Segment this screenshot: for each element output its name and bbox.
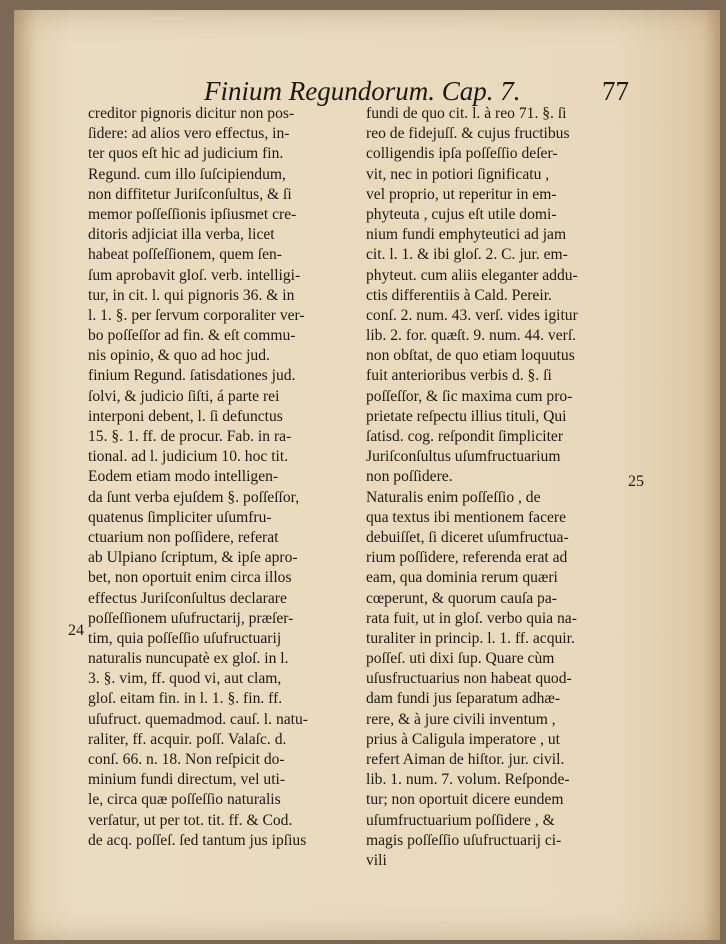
text-line: tional. ad l. judicium 10. hoc tit.: [88, 448, 289, 466]
text-line: non obſtat, de quo etiam loquutus: [366, 347, 575, 365]
text-line: rata fuit, ut in gloſ. verbo quia na-: [366, 609, 577, 627]
text-line: dam fundi jus ſeparatum adhæ-: [366, 690, 561, 708]
text-line: ctis differentiis à Cald. Pereir.: [366, 286, 552, 304]
text-line: rium poſſidere, referenda erat ad: [366, 549, 568, 567]
text-line: ſidere: ad alios vero effectus, in-: [88, 125, 290, 143]
text-line: phyteuta , cujus eſt utile domi-: [366, 205, 557, 223]
text-line: phyteut. cum aliis eleganter addu-: [366, 266, 578, 284]
text-line: fuit anterioribus verbis d. §. ſi: [366, 367, 552, 385]
text-line: uſusfructuarius non habeat quod-: [366, 670, 572, 688]
text-line: nis opinio, & quo ad hoc jud.: [88, 347, 270, 365]
text-line: lib. 2. for. quæſt. 9. num. 44. verſ.: [366, 327, 577, 345]
page-number: 77: [602, 76, 629, 106]
text-line: turaliter in princip. l. 1. ff. acquir.: [366, 629, 575, 647]
text-line: Juriſconſultus uſumfructuarium: [366, 448, 561, 466]
left-column: [88, 104, 352, 851]
text-line: naturalis nuncupatè ex gloſ. in l.: [88, 650, 289, 668]
right-column: [366, 104, 624, 871]
text-line: non diffitetur Juriſconſultus, & ſi: [88, 185, 292, 203]
text-line: refert Aiman de hiſtor. jur. civil.: [366, 751, 565, 768]
text-line: rere, & à jure civili inventum ,: [366, 710, 556, 728]
text-line: gloſ. eitam fin. in l. 1. §. fin. ff.: [88, 690, 283, 708]
text-line: cœperunt, & quorum cauſa pa-: [366, 589, 557, 607]
text-line: bet, non oportuit enim circa illos: [88, 569, 292, 587]
text-line: uſufruct. quemadmod. cauſ. l. natu-: [88, 710, 308, 728]
text-line: non poſſidere.: [366, 468, 453, 486]
text-line: vit, nec in potiori ſignificatu ,: [366, 165, 550, 183]
text-line: Naturalis enim poſſeſſio , de: [366, 488, 541, 506]
text-line: lib. 1. num. 7. volum. Reſponde-: [366, 771, 570, 789]
margin-number-right: 25: [628, 473, 644, 490]
text-line: ſatisd. cog. reſpondit ſimpliciter: [366, 428, 564, 445]
running-title: Finium Regundorum. Cap. 7.: [204, 76, 521, 106]
text-line: poſſeſſionem uſufructarij, præſer-: [88, 609, 294, 627]
text-line: da ſunt verba ejuſdem §. poſſeſſor,: [88, 488, 300, 506]
text-line: 3. §. vim, ff. quod vi, aut clam,: [88, 670, 282, 688]
text-line: Regund. cum illo ſuſcipiendum,: [88, 165, 286, 183]
text-line: vili: [366, 851, 387, 869]
text-line: reo de fidejuſſ. & cujus fructibus: [366, 125, 570, 143]
text-line: debuiſſet, ſi diceret uſumfructua-: [366, 528, 569, 546]
text-line: minium fundi directum, vel uti-: [88, 771, 286, 789]
text-line: ter quos eſt hic ad judicium fin.: [88, 145, 284, 163]
text-line: interponi debent, l. ſi defunctus: [88, 407, 283, 425]
text-line: conſ. 66. n. 18. Non reſpicit do-: [88, 751, 285, 768]
text-line: ſum aprobavit gloſ. verb. intelligi-: [88, 266, 301, 284]
text-line: colligendis ipſa poſſeſſio deſer-: [366, 145, 558, 163]
text-line: raliter, ff. acquir. poſſ. Valaſc. d.: [88, 730, 287, 748]
text-line: fundi de quo cit. l. à reo 71. §. ſi: [366, 105, 567, 122]
text-line: ſolvi, & judicio ſiſti, á parte rei: [88, 387, 280, 405]
text-line: tur; non oportuit dicere eundem: [366, 791, 564, 809]
text-line: ditoris adjiciat illa verba, licet: [88, 226, 275, 244]
text-line: creditor pignoris dicitur non pos-: [88, 105, 295, 122]
text-line: prius à Caligula imperatore , ut: [366, 730, 561, 748]
text-line: uſumfructuarium poſſidere , &: [366, 811, 555, 829]
text-line: nium fundi emphyteutici ad jam: [366, 226, 567, 244]
text-line: quatenus ſimpliciter uſumfru-: [88, 508, 272, 526]
text-line: prietate reſpectu illius tituli, Qui: [366, 407, 567, 425]
text-line: qua textus ibi mentionem facere: [366, 508, 567, 526]
text-line: finium Regund. ſatisdationes jud.: [88, 367, 296, 385]
text-line: ctuarium non poſſidere, referat: [88, 528, 279, 546]
text-line: tur, in cit. l. qui pignoris 36. & in: [88, 286, 295, 304]
text-line: eam, qua dominia rerum quæri: [366, 569, 558, 587]
text-line: conſ. 2. num. 43. verſ. vides igitur: [366, 306, 578, 324]
text-line: poſſeſſor, & ſic maxima cum pro-: [366, 387, 573, 405]
text-line: cit. l. 1. & ibi gloſ. 2. C. jur. em-: [366, 246, 568, 264]
text-line: effectus Juriſconſultus declarare: [88, 589, 287, 607]
text-line: memor poſſeſſionis ipſiusmet cre-: [88, 205, 297, 223]
text-line: de acq. poſſeſ. ſed tantum jus ipſius: [88, 831, 307, 849]
text-line: verſatur, ut per tot. tit. ff. & Cod.: [88, 811, 293, 829]
text-line: tim, quia poſſeſſio uſufructuarij: [88, 629, 282, 647]
text-line: le, circa quæ poſſeſſio naturalis: [88, 791, 281, 809]
text-line: bo poſſeſſor ad fin. & eſt commu-: [88, 327, 296, 345]
text-line: habeat poſſeſſionem, quem ſen-: [88, 246, 282, 264]
text-line: magis poſſeſſio uſufructuarij ci-: [366, 831, 562, 849]
text-line: vel proprio, ut reperitur in em-: [366, 185, 557, 203]
text-line: l. 1. §. per ſervum corporaliter ver-: [88, 306, 305, 324]
text-line: 15. §. 1. ff. de procur. Fab. in ra-: [88, 428, 292, 445]
text-line: ab Ulpiano ſcriptum, & ipſe apro-: [88, 549, 298, 567]
text-line: poſſeſ. uti dixi ſup. Quare cùm: [366, 650, 555, 668]
text-line: Eodem etiam modo intelligen-: [88, 468, 279, 486]
margin-number-left: 24: [68, 622, 84, 639]
